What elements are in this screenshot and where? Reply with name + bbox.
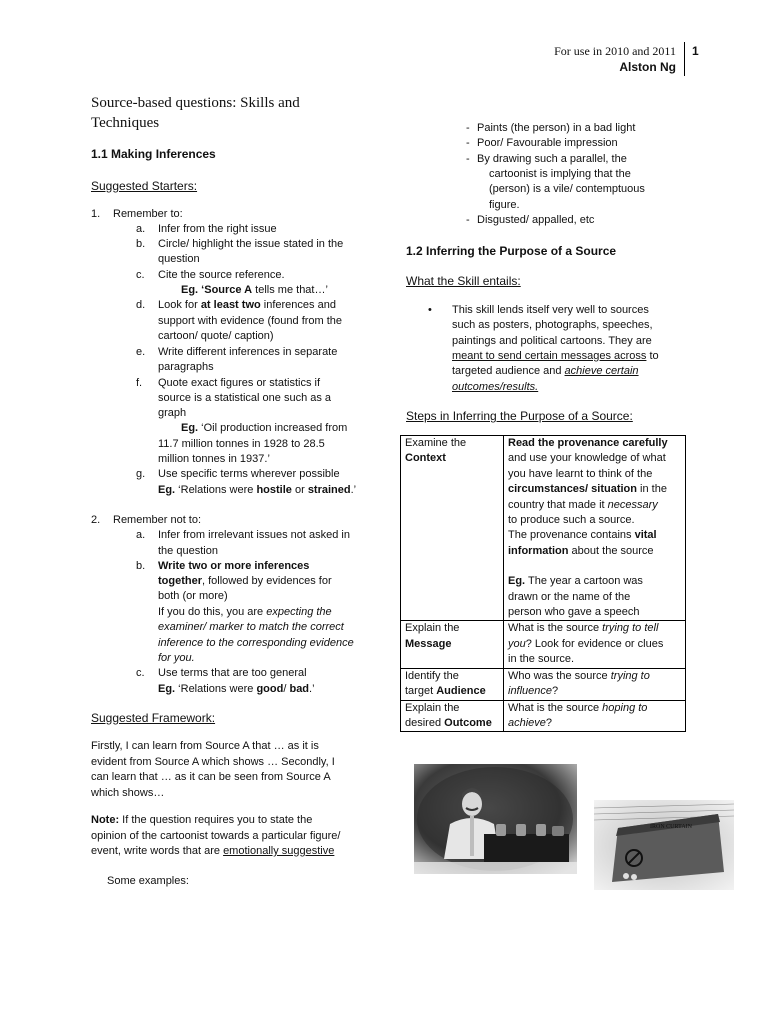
note-line-2: opinion of the cartoonist towards a particular figure/ bbox=[91, 830, 341, 842]
list2-c-example bbox=[158, 682, 315, 697]
list1-f-example bbox=[181, 421, 347, 436]
context-eg-line3: person who gave a speech bbox=[508, 606, 640, 619]
list2-b-line6: inference to the corresponding evidence bbox=[158, 637, 354, 649]
list2-b-line2-post: , followed by evidences for bbox=[202, 575, 332, 587]
list2-b-together: together bbox=[158, 575, 202, 587]
list1-d-line2: support with evidence (found from the bbox=[158, 315, 343, 327]
bullet-line-3: paintings and political cartoons. They are bbox=[452, 335, 652, 347]
header-divider bbox=[684, 42, 685, 76]
audience-line1 bbox=[508, 669, 681, 684]
list1-f-eg-label: Eg. bbox=[181, 422, 199, 434]
list2-c-eg-label: Eg. bbox=[158, 683, 176, 695]
message-l1-pre: What is the source bbox=[508, 622, 603, 635]
note-label: Note: bbox=[91, 814, 120, 826]
outcome-l2-post: ? bbox=[545, 716, 553, 729]
step-label-outcome: Outcome bbox=[444, 716, 492, 729]
list-number-1: 1. bbox=[91, 208, 101, 220]
step-label-audience: Audience bbox=[436, 685, 486, 698]
list2-c-marker: c. bbox=[136, 667, 145, 679]
list2-a-line2: the question bbox=[158, 545, 218, 557]
list1-g-eg-b2: strained bbox=[307, 484, 351, 496]
list2-b-line4-pre: If you do this, you are bbox=[158, 606, 267, 618]
list1-a-text: Infer from the right issue bbox=[158, 223, 277, 235]
example-dash-1: - bbox=[466, 122, 470, 134]
iron-curtain-cartoon bbox=[594, 800, 734, 890]
outcome-pre: desired bbox=[405, 716, 445, 729]
context-line8 bbox=[508, 544, 681, 559]
note-line-3 bbox=[91, 844, 334, 859]
note-l3-pre: event, write words that are bbox=[91, 845, 224, 857]
list1-e-line2: paragraphs bbox=[158, 361, 214, 373]
list2-b-line3: both (or more) bbox=[158, 590, 228, 602]
list1-b-line2: question bbox=[158, 253, 200, 265]
table-cell-description bbox=[504, 700, 686, 732]
example-item-2: Poor/ Favourable impression bbox=[477, 137, 618, 149]
starters-heading: Suggested Starters: bbox=[91, 179, 198, 193]
audience-l2-italic: influence bbox=[508, 685, 553, 698]
example-item-3-line1: By drawing such a parallel, the bbox=[477, 153, 627, 165]
table-cell-step bbox=[401, 436, 504, 621]
header-author: Alston Ng bbox=[619, 60, 676, 74]
context-line3: you have learnt to think of the bbox=[508, 467, 653, 480]
stalin-speech-photo bbox=[414, 764, 577, 874]
bullet-line-6: outcomes/results. bbox=[452, 381, 539, 393]
list1-d-post: inferences and bbox=[260, 299, 336, 311]
bullet-l5-ui: achieve certain bbox=[564, 365, 639, 377]
framework-line-4: which shows… bbox=[91, 787, 165, 799]
message-l2-italic: you bbox=[508, 637, 526, 650]
list1-d-line3: cartoon/ quote/ caption) bbox=[158, 330, 274, 342]
list1-f-eg3: million tonnes in 1937.’ bbox=[158, 453, 270, 465]
list2-b-line4-i: expecting the bbox=[266, 606, 332, 618]
list1-e-marker: e. bbox=[136, 346, 146, 358]
framework-heading: Suggested Framework: bbox=[91, 711, 216, 725]
note-l3-underlined: emotionally suggestive bbox=[223, 845, 335, 857]
context-l4-bold: circumstances/ situation bbox=[508, 483, 637, 496]
context-line6: to produce such a source. bbox=[508, 514, 635, 527]
list2-c-eg-post: .’ bbox=[309, 683, 315, 695]
example-item-3-line4: figure. bbox=[489, 199, 520, 211]
bullet-l4-post: to bbox=[646, 350, 659, 362]
step-label-context: Context bbox=[405, 452, 446, 465]
message-line2 bbox=[508, 637, 681, 652]
table-cell-description bbox=[504, 621, 686, 668]
table-row bbox=[401, 700, 686, 732]
bullet-line-1: This skill lends itself very well to sources bbox=[452, 304, 649, 316]
list1-lead: Remember to: bbox=[113, 208, 183, 220]
list1-g-eg-pre: ‘Relations were bbox=[175, 484, 257, 496]
context-l5-pre: country that made it bbox=[508, 498, 608, 511]
example-item-4: Disgusted/ appalled, etc bbox=[477, 214, 595, 226]
list1-g-text: Use specific terms wherever possible bbox=[158, 468, 340, 480]
context-l8-bold: information bbox=[508, 544, 569, 557]
list1-f-eg1: ‘Oil production increased from bbox=[198, 422, 348, 434]
outcome-l1-italic: hoping to bbox=[602, 701, 648, 714]
context-eg-line1 bbox=[508, 574, 681, 589]
table-cell-description bbox=[504, 668, 686, 700]
list2-c-eg-mid: / bbox=[283, 683, 290, 695]
audience-l1-italic: trying to bbox=[610, 669, 650, 682]
list2-c-eg-pre: ‘Relations were bbox=[175, 683, 257, 695]
framework-line-3: can learn that … as it can be seen from Source A bbox=[91, 771, 331, 783]
list1-d-marker: d. bbox=[136, 299, 146, 311]
context-line2: and use your knowledge of what bbox=[508, 452, 666, 465]
context-line7 bbox=[508, 528, 681, 543]
list-number-2: 2. bbox=[91, 514, 101, 526]
message-l1-italic: trying to tell bbox=[602, 622, 659, 635]
list1-g-eg-b1: hostile bbox=[256, 484, 292, 496]
context-l4-post: in the bbox=[637, 483, 667, 496]
framework-line-2: evident from Source A which shows … Secondly, I bbox=[91, 756, 335, 768]
bullet-line-4 bbox=[452, 349, 659, 364]
bullet-l4-underlined: meant to send certain messages across bbox=[452, 350, 647, 362]
iron-curtain-caption: IRON CURTAIN bbox=[650, 824, 692, 830]
outcome-l2-italic: achieve bbox=[508, 716, 546, 729]
step-label-message: Message bbox=[405, 637, 452, 650]
list2-b-line1: Write two or more inferences bbox=[158, 560, 310, 572]
list2-b-line2 bbox=[158, 574, 332, 589]
example-dash-2: - bbox=[466, 137, 470, 149]
context-line1: Read the provenance carefully bbox=[508, 437, 668, 449]
step-label-line1: Examine the bbox=[405, 437, 467, 449]
table-cell-step bbox=[401, 621, 504, 668]
audience-pre: target bbox=[405, 685, 437, 698]
step-label-line1: Explain the bbox=[405, 701, 460, 714]
table-cell-description bbox=[504, 436, 686, 621]
context-eg-line2: drawn or the name of the bbox=[508, 590, 631, 603]
skill-heading: What the Skill entails: bbox=[406, 274, 521, 288]
list2-b-line7: for you. bbox=[158, 652, 195, 664]
table-row bbox=[401, 621, 686, 668]
list1-f-line2: source is a statistical one such as a bbox=[158, 392, 332, 404]
list1-f-line3: graph bbox=[158, 407, 187, 419]
list2-c-eg-b2: bad bbox=[289, 683, 310, 695]
step-label-line2 bbox=[405, 716, 499, 731]
table-row bbox=[401, 668, 686, 700]
section-heading-1-1: 1.1 Making Inferences bbox=[91, 147, 216, 161]
message-line3: in the source. bbox=[508, 653, 575, 666]
audience-l2-post: ? bbox=[552, 685, 559, 698]
list1-c-text: Cite the source reference. bbox=[158, 269, 285, 281]
table-cell-step bbox=[401, 700, 504, 732]
section-heading-1-2: 1.2 Inferring the Purpose of a Source bbox=[406, 244, 617, 258]
bullet-l5-pre: targeted audience and bbox=[452, 365, 565, 377]
context-spacer bbox=[508, 559, 681, 574]
page-header bbox=[554, 43, 676, 75]
bullet-line-5 bbox=[452, 364, 639, 379]
step-label-line1: Explain the bbox=[405, 622, 460, 635]
context-line5 bbox=[508, 498, 681, 513]
list2-a-marker: a. bbox=[136, 529, 146, 541]
example-item-3-line2: cartoonist is implying that the bbox=[489, 168, 631, 180]
header-usage-note: For use in 2010 and 2011 bbox=[554, 44, 676, 58]
list2-a-line1: Infer from irrelevant issues not asked in bbox=[158, 529, 350, 541]
list1-f-marker: f. bbox=[136, 377, 143, 389]
list1-d-pre: Look for bbox=[158, 299, 201, 311]
context-l5-italic: necessary bbox=[607, 498, 658, 511]
page-number: 1 bbox=[692, 44, 699, 58]
outcome-l1-pre: What is the source bbox=[508, 701, 603, 714]
list2-lead: Remember not to: bbox=[113, 514, 202, 526]
framework-line-1: Firstly, I can learn from Source A that … as it is bbox=[91, 740, 319, 752]
list2-c-text: Use terms that are too general bbox=[158, 667, 307, 679]
bullet-line-2: such as posters, photographs, speeches, bbox=[452, 319, 653, 331]
outcome-line2 bbox=[508, 716, 681, 731]
list1-g-marker: g. bbox=[136, 468, 146, 480]
list1-g-eg-post: .’ bbox=[350, 484, 357, 496]
document-title: Source-based questions: Skills and Techniques bbox=[91, 95, 300, 131]
outcome-line1 bbox=[508, 701, 681, 716]
list1-g-eg-mid: or bbox=[291, 484, 308, 496]
list1-d-bold: at least two bbox=[200, 299, 261, 311]
list1-c-example bbox=[181, 283, 328, 298]
list1-g-example bbox=[158, 483, 356, 498]
context-l7-bold: vital bbox=[634, 529, 657, 542]
list2-b-line5: examiner/ marker to match the correct bbox=[158, 621, 344, 633]
list1-b-marker: b. bbox=[136, 238, 146, 250]
example-item-3-line3: (person) is a vile/ contemptuous bbox=[489, 183, 645, 195]
bullet-icon: • bbox=[428, 304, 432, 316]
example-dash-4: - bbox=[466, 214, 470, 226]
list1-c-marker: c. bbox=[136, 269, 145, 281]
steps-heading: Steps in Inferring the Purpose of a Source: bbox=[406, 409, 633, 423]
context-line4 bbox=[508, 482, 681, 497]
list1-c-eg-post: tells me that…’ bbox=[252, 284, 328, 296]
list1-g-eg-label: Eg. bbox=[158, 484, 176, 496]
audience-line2 bbox=[508, 684, 681, 699]
list1-d-line1 bbox=[158, 298, 336, 313]
context-l7-pre: The provenance contains bbox=[508, 529, 635, 542]
list1-c-eg-bold: Source A bbox=[204, 284, 253, 296]
list2-c-eg-b1: good bbox=[256, 683, 284, 695]
list1-f-eg2: 11.7 million tonnes in 1928 to 28.5 bbox=[158, 438, 325, 450]
step-label-line1: Identify the bbox=[405, 669, 459, 682]
example-dash-3: - bbox=[466, 153, 470, 165]
table-cell-step bbox=[401, 668, 504, 700]
list1-f-line1: Quote exact figures or statistics if bbox=[158, 377, 321, 389]
list2-b-marker: b. bbox=[136, 560, 146, 572]
list1-e-line1: Write different inferences in separate bbox=[158, 346, 338, 358]
message-line1 bbox=[508, 621, 681, 636]
example-item-1: Paints (the person) in a bad light bbox=[477, 122, 636, 134]
steps-table bbox=[400, 435, 686, 732]
message-l2-post: ? Look for evidence or clues bbox=[525, 637, 664, 650]
list1-a-marker: a. bbox=[136, 223, 146, 235]
audience-l1-pre: Who was the source bbox=[508, 669, 611, 682]
context-l8-post: about the source bbox=[568, 544, 654, 557]
list2-b-line4 bbox=[158, 605, 332, 620]
note-line-1 bbox=[91, 813, 312, 828]
note-l1: If the question requires you to state the bbox=[119, 814, 313, 826]
table-row bbox=[401, 436, 686, 621]
context-eg1: The year a cartoon was bbox=[525, 575, 643, 588]
step-label-line2 bbox=[405, 684, 499, 699]
examples-label: Some examples: bbox=[107, 875, 189, 887]
list1-c-eg-pre: Eg. ‘ bbox=[181, 284, 205, 296]
list1-b-line1: Circle/ highlight the issue stated in the bbox=[158, 238, 344, 250]
context-eg-label: Eg. bbox=[508, 575, 526, 588]
